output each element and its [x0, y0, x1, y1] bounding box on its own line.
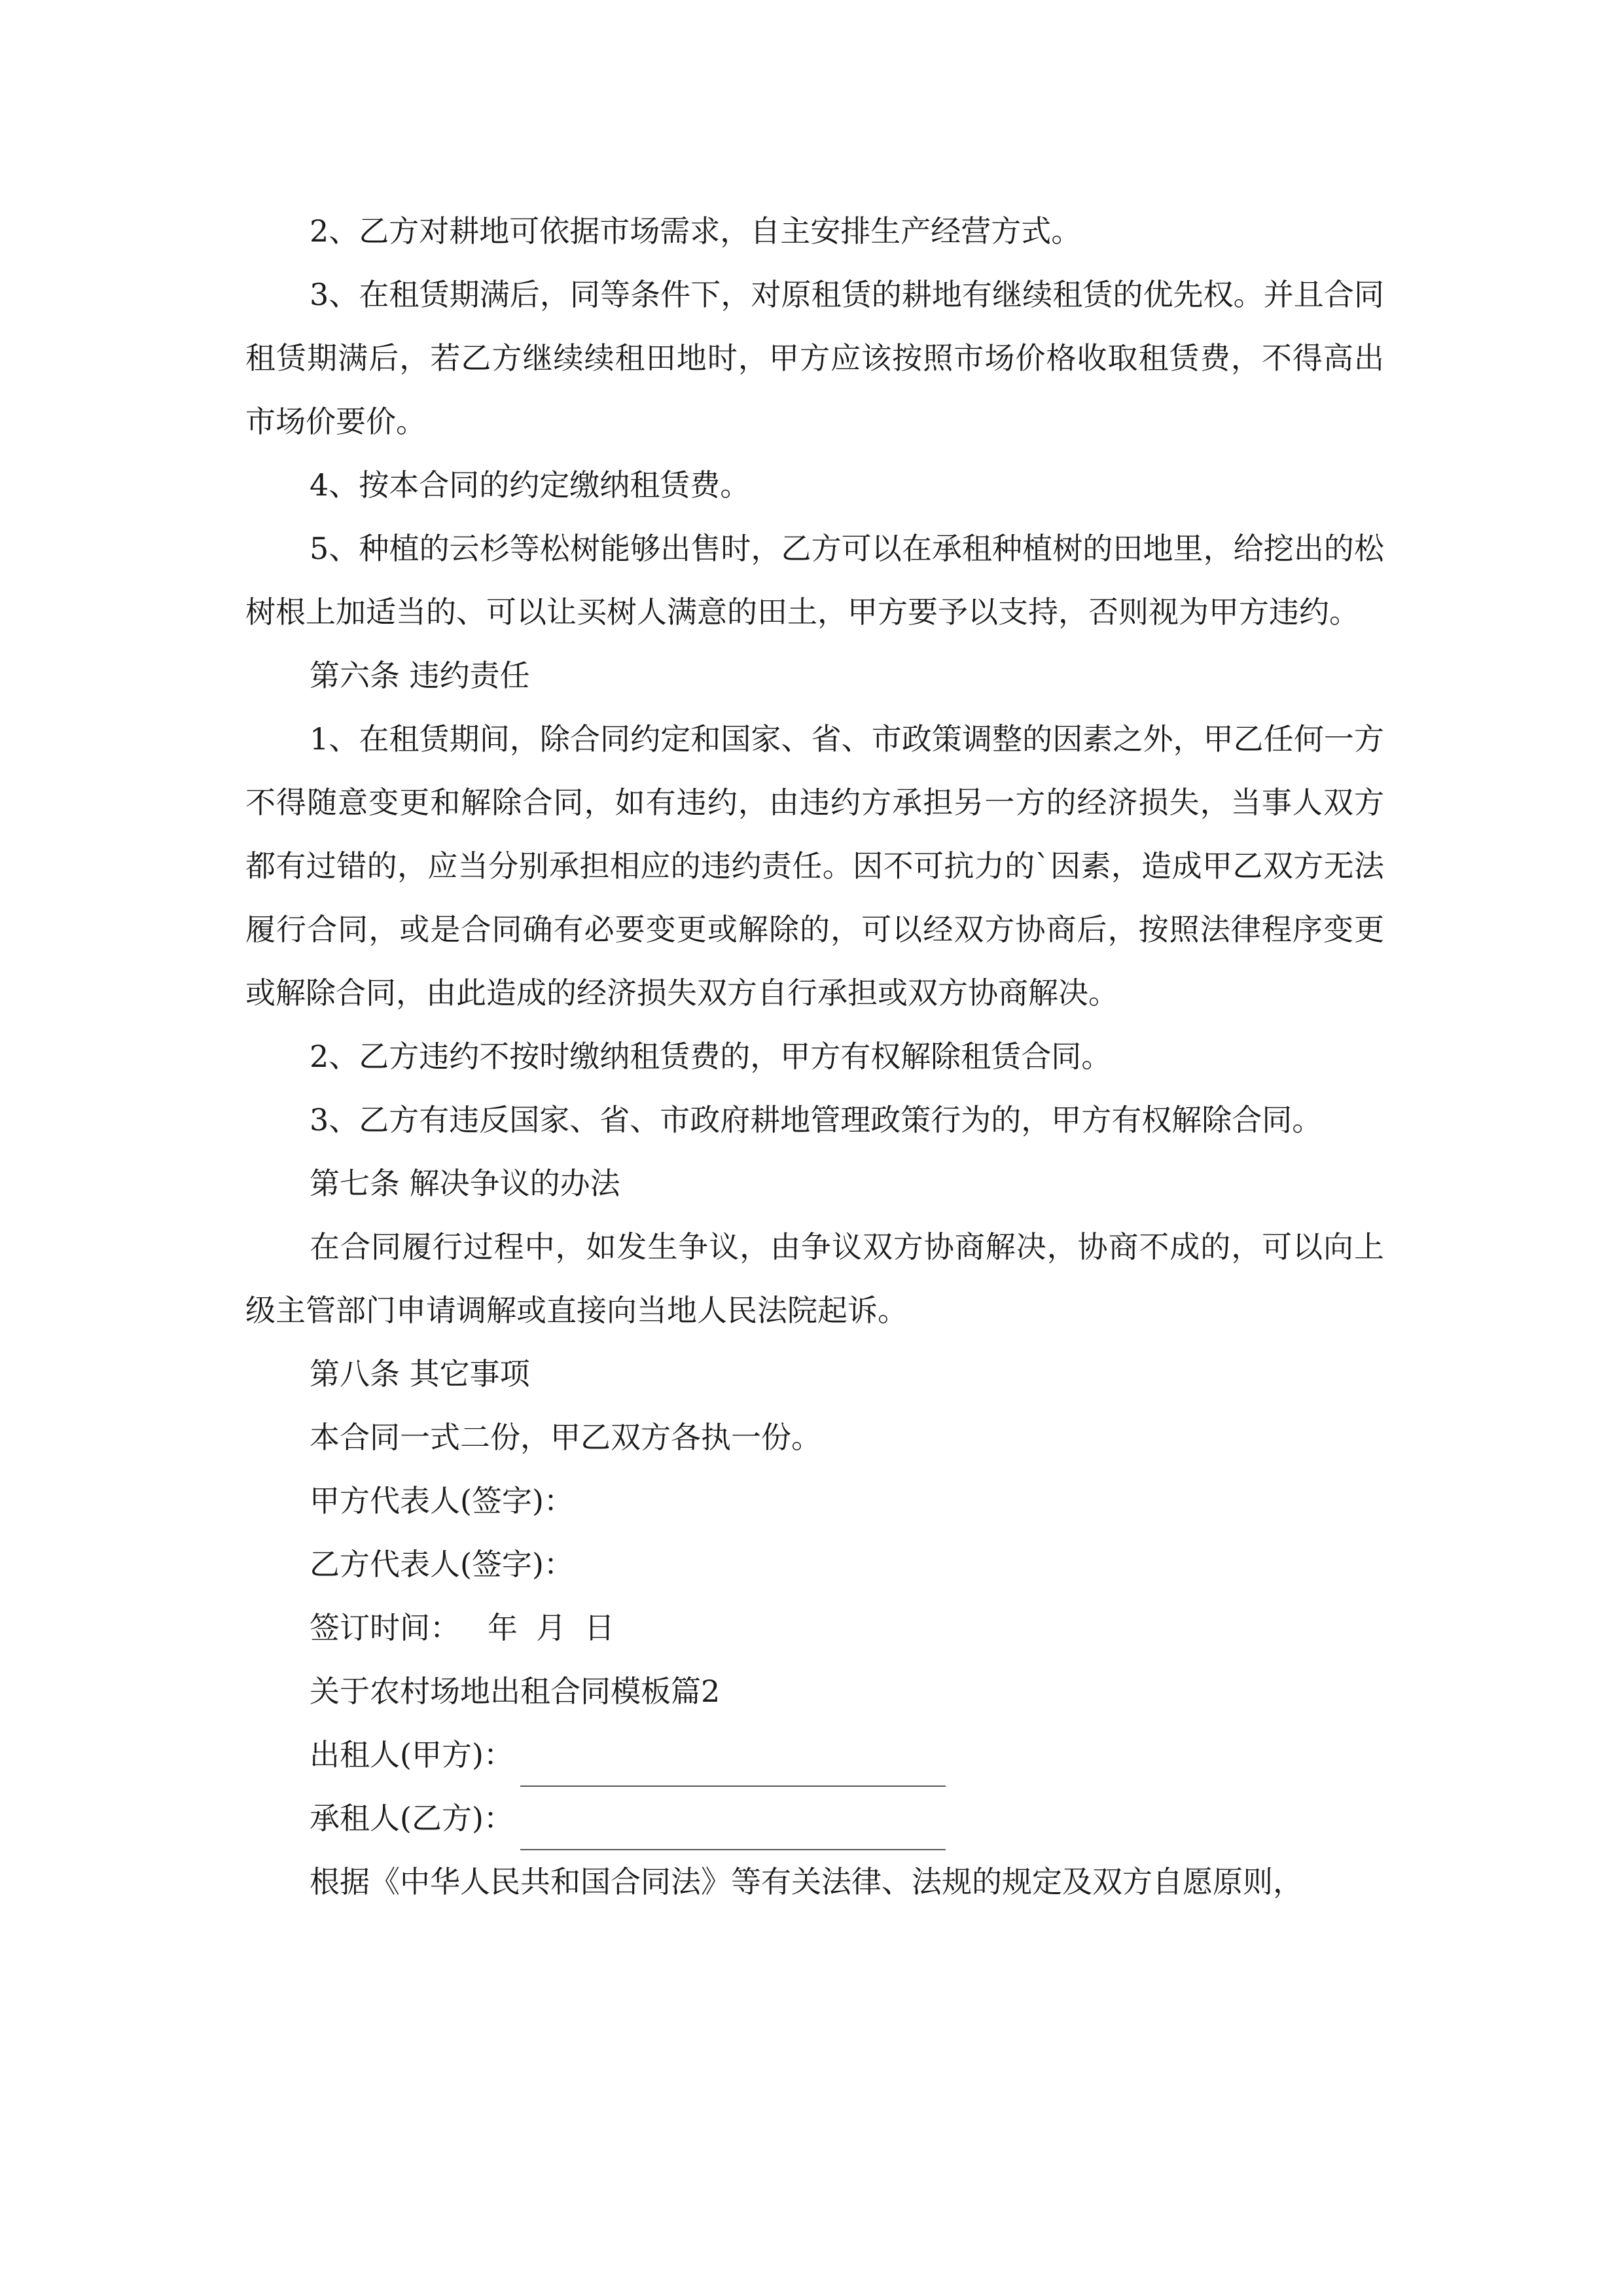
lessor-row: [245, 1723, 1384, 1787]
sign-date-label: 签订时间：: [310, 1610, 460, 1645]
party-a-signature-label: 甲方代表人(签字)：: [310, 1483, 574, 1518]
article-6-clause-1: 1、在租赁期间，除合同约定和国家、省、市政策调整的因素之外，甲乙任何一方不得随意变更和解除合同，如有违约，由违约方承担另一方的经济损失，当事人双方都有过错的，应当分别承担相应的违约责任。因不可抗力的`因素，造成甲乙双方无法履行合同，或是合同确有必要变更或解除的，可以经双方协商后，按照法律程序变更或解除合同，由此造成的经济损失双方自行承担或双方协商解决。: [245, 721, 1384, 1011]
article-8-paragraph: 本合同一式二份，甲乙双方各执一份。: [310, 1420, 821, 1455]
section-2-title: 关于农村场地出租合同模板篇2: [310, 1674, 721, 1709]
clause-4-paragraph: 4、按本合同的约定缴纳租赁费。: [310, 467, 751, 503]
sign-date-year: 年: [488, 1610, 518, 1645]
lessor-blank-line: [520, 1749, 946, 1787]
article-7-heading: 第七条 解决争议的办法: [310, 1166, 620, 1201]
closing-paragraph: 根据《中华人民共和国合同法》等有关法律、法规的规定及双方自愿原则，: [310, 1864, 1303, 1899]
article-6-clause-2: 2、乙方违约不按时缴纳租赁费的，甲方有权解除租赁合同。: [310, 1039, 1112, 1074]
article-6-clause-3: 3、乙方有违反国家、省、市政府耕地管理政策行为的，甲方有权解除合同。: [310, 1102, 1323, 1138]
sign-date-row: [245, 1596, 1384, 1660]
lessee-blank-line: [520, 1812, 946, 1850]
article-8-heading: 第八条 其它事项: [310, 1356, 530, 1391]
sign-date-month: 月: [536, 1610, 566, 1645]
clause-5-paragraph: 5、种植的云杉等松树能够出售时，乙方可以在承租种植树的田地里，给挖出的松树根上加适当的、可以让买树人满意的田土，甲方要予以支持，否则视为甲方违约。: [245, 531, 1384, 630]
article-6-heading: 第六条 违约责任: [310, 658, 530, 693]
party-b-signature-label: 乙方代表人(签字)：: [310, 1547, 574, 1582]
document-body: [245, 200, 1384, 1914]
sign-date-day: 日: [584, 1610, 615, 1645]
lessee-row: [245, 1787, 1384, 1850]
clause-3-paragraph: 3、在租赁期满后，同等条件下，对原租赁的耕地有继续租赁的优先权。并且合同租赁期满后，若乙方继续续租田地时，甲方应该按照市场价格收取租赁费，不得高出市场价要价。: [245, 277, 1384, 439]
article-7-paragraph: 在合同履行过程中，如发生争议，由争议双方协商解决，协商不成的，可以向上级主管部门申请调解或直接向当地人民法院起诉。: [245, 1229, 1384, 1328]
lessor-label: 出租人(甲方)：: [310, 1737, 514, 1772]
lessee-label: 承租人(乙方)：: [310, 1801, 514, 1836]
clause-2-paragraph: 2、乙方对耕地可依据市场需求，自主安排生产经营方式。: [310, 213, 1082, 249]
